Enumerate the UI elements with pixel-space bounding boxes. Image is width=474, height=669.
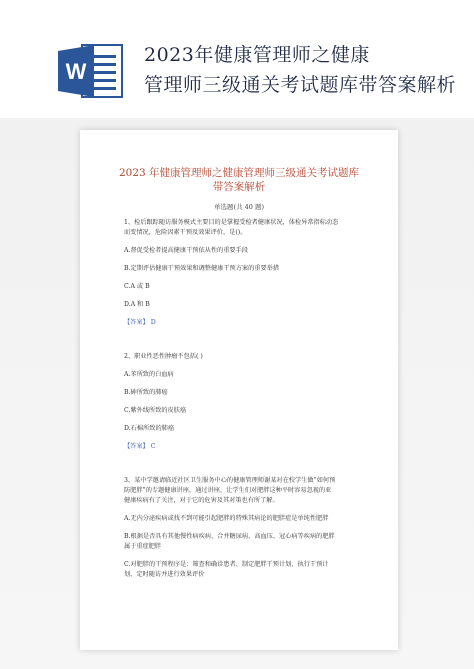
section-heading: 单选题(共 40 题) bbox=[214, 203, 264, 211]
q3-option-b-line-2: 属于重症肥胖 bbox=[124, 543, 162, 550]
word-icon bbox=[58, 43, 124, 99]
q1-option-a: A.督促受检者提高健康干预依从性的重要手段 bbox=[124, 247, 248, 254]
page-title-line-2: 管理师三级通关考试题库带答案解析 bbox=[144, 74, 457, 96]
page-title-line-1: 2023年健康管理师之健康 bbox=[144, 44, 370, 66]
q1-option-d: D.A 和 B bbox=[124, 301, 150, 308]
q1-option-c: C.A 或 B bbox=[124, 283, 150, 290]
q2-answer: 【答案】 C bbox=[124, 443, 156, 450]
q3-stem-line-1: 3、某中学邀请临近社区卫生服务中心的健康管理师谢某对在校学生做“如何预 bbox=[124, 477, 336, 484]
q3-option-c-line-1: C.对肥胖的干预程序是：筛查和确诊患者、制定肥胖干预计划、执行干预计 bbox=[124, 561, 329, 568]
q1-option-b: B.定期评估健康干预效果和调整健康干预方案的重要举措 bbox=[124, 265, 280, 272]
q3-option-c-line-2: 划、定时随访并进行效果评价 bbox=[124, 571, 205, 578]
q3-option-a: A.无内分泌疾病或找不到可能引起肥胖的特殊其病论的肥胖症是单纯性肥胖 bbox=[124, 515, 329, 522]
document-title-line-2: 带答案解析 bbox=[212, 181, 266, 193]
q1-stem-line-2: 而变情况，危险因素干预及效果评价，是()。 bbox=[124, 229, 247, 236]
svg-text:W: W bbox=[65, 59, 87, 84]
q2-stem: 2、职业性恶性肿瘤不包括( ) bbox=[124, 353, 203, 360]
q1-stem-line-1: 1、检后跟踪随访服务模式主要目的是掌握受检者健康状况，体检异常指标动态 bbox=[124, 219, 339, 226]
q3-stem-line-3: 健康疾病有了关注，对于它的危害及其对策也有所了解。 bbox=[124, 497, 279, 504]
q3-option-b-line-1: B.根据是否具有其他慢性病疾病、合并糖尿病、高血压、冠心病等疾病的肥胖 bbox=[124, 533, 335, 540]
q2-option-a: A.苯所致的白血病 bbox=[124, 371, 174, 378]
document-page bbox=[80, 130, 398, 650]
document-title-line-1: 2023 年健康管理师之健康管理师三级通关考试题库 bbox=[118, 167, 360, 179]
q2-option-c: C.紫外线所致的皮肤癌 bbox=[124, 407, 187, 414]
q1-answer: 【答案】 D bbox=[124, 319, 156, 326]
header bbox=[0, 0, 474, 118]
q2-option-b: B.砷所致的肺癌 bbox=[124, 389, 168, 396]
q3-stem-line-2: 防肥胖”的专题健康讲座，通过讲座，让学生们对肥胖这种平时容易忽视的亚 bbox=[124, 487, 332, 494]
q2-option-d: D.石棉所致的肺癌 bbox=[124, 425, 175, 432]
